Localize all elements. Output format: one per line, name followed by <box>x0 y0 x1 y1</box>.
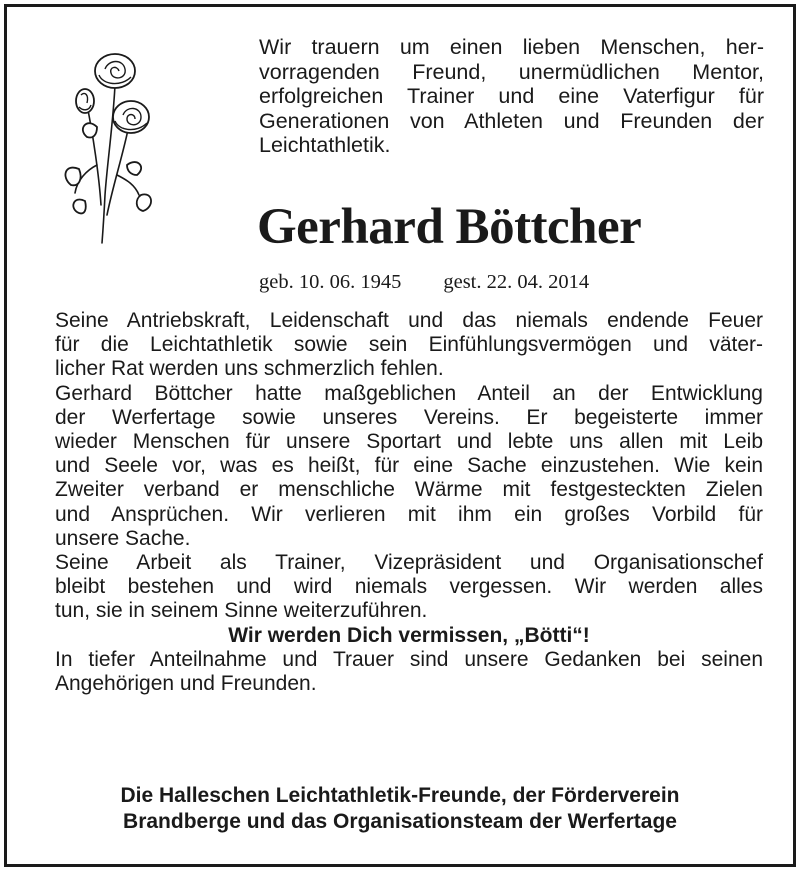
obituary-body <box>55 309 763 696</box>
body-line: tun, sie in seinem Sinne weiterzuführen. <box>55 599 428 623</box>
intro-line: Generationen von Athleten und Freunden der <box>259 108 764 133</box>
farewell-line <box>55 624 763 648</box>
body-line: der Werfertage sowie unseres Vereins. Er begeisterte immer <box>55 405 763 429</box>
paragraph-achievements <box>55 382 763 551</box>
intro-line: Leichtathletik. <box>259 133 391 157</box>
intro-line: vorragenden Freund, unermüdlichen Mentor, <box>259 59 764 84</box>
birth-date: geb. 10. 06. 1945 <box>259 271 402 293</box>
signature-line: Die Halleschen Leichtathletik-Freunde, der Förderverein <box>120 784 680 807</box>
paragraph-legacy <box>55 551 763 624</box>
body-line: und Seele vor, was es heißt, für eine Sache einzustehen. Wie kein <box>55 454 763 478</box>
body-line: Angehörigen und Freunden. <box>55 672 317 696</box>
body-line: Seine Arbeit als Trainer, Vizepräsident und Organisationschef <box>55 551 763 575</box>
body-line: für die Leichtathletik sowie sein Einfühlungsvermögen und väter- <box>55 333 763 357</box>
body-line: wieder Menschen für unsere Sportart und lebte uns allen mit Leib <box>55 430 763 454</box>
farewell-text: Wir werden Dich vermissen, „Bötti“! <box>228 623 590 647</box>
life-dates <box>259 269 589 295</box>
death-date: gest. 22. 04. 2014 <box>443 271 590 293</box>
obituary-notice <box>4 4 796 867</box>
signature-block <box>7 783 793 835</box>
intro-line: erfolgreichen Trainer und eine Vaterfigur für <box>259 84 764 108</box>
paragraph-tribute <box>55 309 763 382</box>
body-line: unsere Sache. <box>55 526 191 550</box>
body-line: Seine Antriebskraft, Leidenschaft und das niemals endende Feuer <box>55 309 763 332</box>
body-line: bleibt bestehen und wird niemals vergessen. Wir werden alles <box>55 575 763 599</box>
signature-line: Brandberge und das Organisationsteam der Werfertage <box>123 810 677 833</box>
body-line: Gerhard Böttcher hatte maßgeblichen Anteil an der Entwicklung <box>55 381 763 405</box>
body-line: und Ansprüchen. Wir verlieren mit ihm ein großes Vorbild für <box>55 502 763 526</box>
body-line: Zweiter verband er menschliche Wärme mit festgesteckten Zielen <box>55 478 763 502</box>
deceased-name: Gerhard Böttcher <box>257 199 642 255</box>
intro-text <box>259 35 764 158</box>
paragraph-condolence <box>55 648 763 696</box>
body-line: licher Rat werden uns schmerzlich fehlen. <box>55 357 444 381</box>
body-line: In tiefer Anteilnahme und Trauer sind unsere Gedanken bei seinen <box>55 647 763 671</box>
rose-icon <box>57 45 157 245</box>
intro-line: Wir trauern um einen lieben Menschen, her- <box>259 35 764 59</box>
